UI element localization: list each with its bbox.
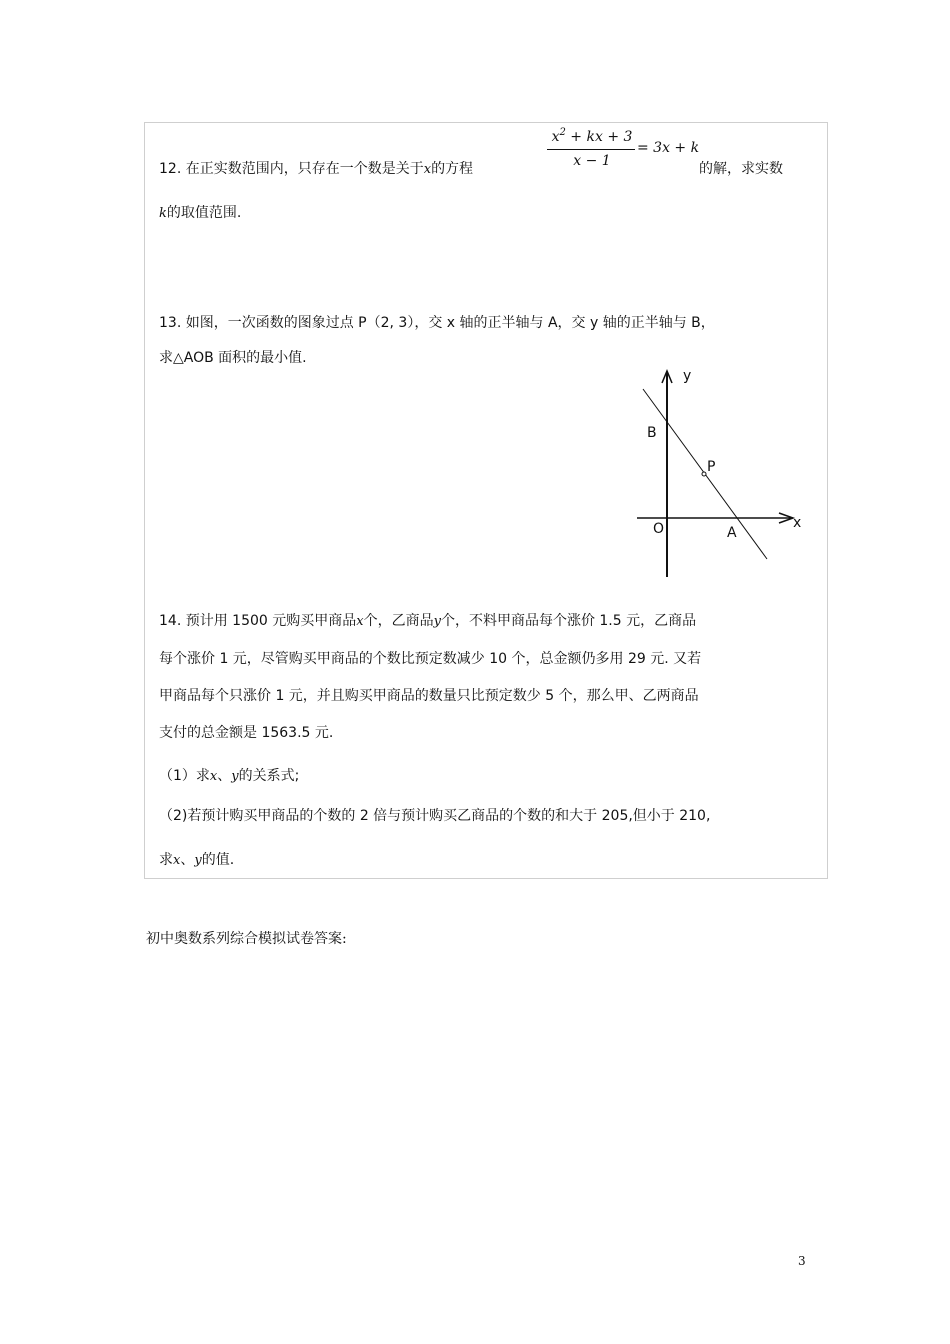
q14-part2-line2: 求x、y的值. bbox=[159, 852, 235, 868]
q14-line2: 每个涨价 1 元，尽管购买甲商品的个数比预定数减少 10 个，总金额仍多用 29 元. 又若 bbox=[159, 651, 702, 667]
var-x: x bbox=[356, 614, 364, 629]
q13-line1: 13. 如图，一次函数的图象过点 P（2, 3），交 x 轴的正半轴与 A，交 y 轴的正半轴与 B， bbox=[159, 315, 715, 331]
label-a: A bbox=[727, 525, 737, 541]
q12-suffix: 的解，求实数 bbox=[699, 161, 783, 177]
label-p: P bbox=[707, 459, 716, 475]
fraction-numerator: $x^2$ + kx + 3 bbox=[551, 127, 633, 145]
label-y: y bbox=[683, 368, 692, 384]
q14-line1: 14. 预计用 1500 元购买甲商品x个，乙商品y个，不料甲商品每个涨价 1.5 元，乙商品 bbox=[159, 613, 697, 629]
page-number: 3 bbox=[798, 1254, 806, 1268]
var-x: x bbox=[173, 853, 181, 868]
q14-line4: 支付的总金额是 1563.5 元. bbox=[159, 725, 334, 741]
q13-line2: 求△AOB 面积的最小值. bbox=[159, 350, 307, 366]
var-x: x bbox=[423, 162, 432, 177]
equation-rhs: = 3x + k bbox=[637, 140, 700, 156]
q14-part2: （2)若预计购买甲商品的个数的 2 倍与预计购买乙商品的个数的和大于 205,但小于 210, bbox=[159, 808, 711, 824]
label-o: O bbox=[653, 521, 665, 537]
q12-line2: k的取值范围. bbox=[159, 205, 242, 221]
answers-heading: 初中奥数系列综合模拟试卷答案: bbox=[146, 931, 347, 947]
var-y: y bbox=[433, 614, 441, 629]
point-p bbox=[702, 472, 706, 476]
fraction-denominator: x − 1 bbox=[573, 153, 611, 169]
q12-line1: 12. 在正实数范围内，只存在一个数是关于x的方程 bbox=[159, 161, 474, 177]
var-k: k bbox=[159, 206, 167, 221]
q14-line3: 甲商品每个只涨价 1 元，并且购买甲商品的数量只比预定数少 5 个，那么甲、乙两商品 bbox=[159, 688, 699, 704]
var-x: x bbox=[209, 769, 218, 784]
label-b: B bbox=[647, 425, 657, 441]
question-box bbox=[144, 122, 828, 879]
label-x: x bbox=[793, 515, 802, 531]
var-y: y bbox=[231, 769, 239, 784]
fraction-bar bbox=[547, 149, 635, 150]
var-y: y bbox=[194, 853, 202, 868]
q13-figure bbox=[633, 363, 813, 587]
q14-part1: （1）求x、y的关系式; bbox=[159, 768, 300, 784]
